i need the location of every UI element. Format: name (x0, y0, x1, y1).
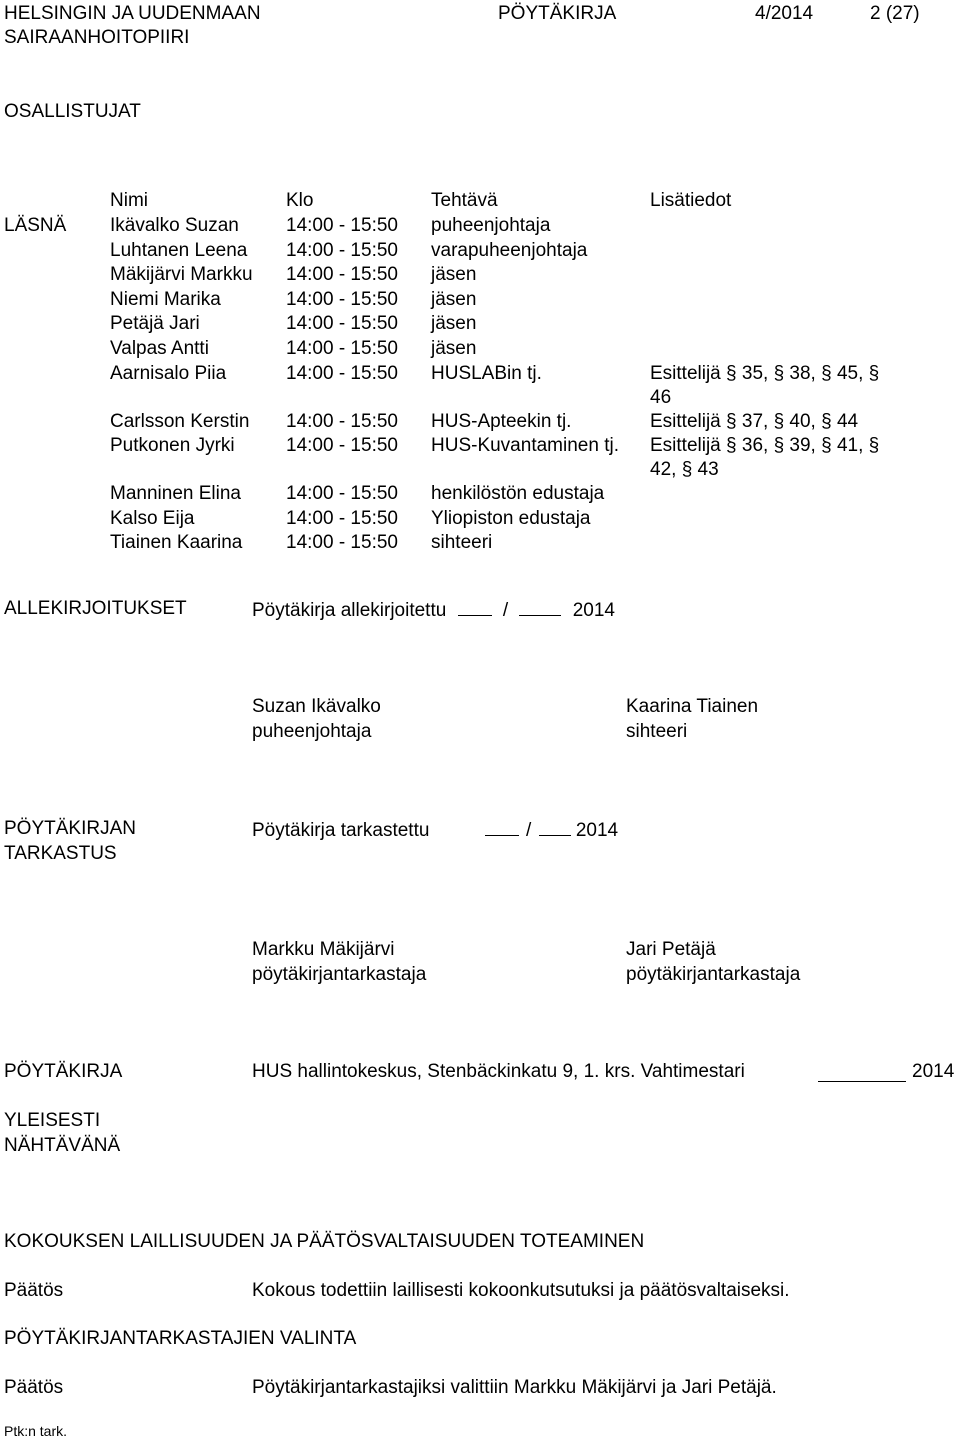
checked-slash: / (525, 820, 532, 841)
reviewer2-name: Jari Petäjä (626, 939, 716, 960)
participant-name: Ikävalko Suzan (110, 215, 239, 236)
participant-notes: Esittelijä § 36, § 39, § 41, § (650, 435, 880, 457)
secretary-role: sihteeri (626, 721, 688, 742)
signed-slash: / (502, 600, 509, 621)
participant-role: varapuheenjohtaja (431, 239, 588, 261)
chair-role: puheenjohtaja (252, 721, 372, 742)
reviewer1-name: Markku Mäkijärvi (252, 939, 395, 960)
participant-time: 14:00 - 15:50 (286, 362, 398, 384)
participant-notes: Esittelijä § 35, § 38, § 45, § (650, 362, 880, 384)
column-header-name: Nimi (110, 190, 148, 211)
column-header-notes: Lisätiedot (650, 190, 732, 211)
signed-text: Pöytäkirja allekirjoitettu (252, 600, 447, 621)
reviewers-decision-label: Päätös (4, 1377, 64, 1398)
participant-time: 14:00 - 15:50 (286, 239, 398, 261)
participant-role: HUS-Kuvantaminen tj. (431, 435, 619, 457)
participant-time: 14:00 - 15:50 (286, 215, 398, 236)
org-name-line1: HELSINGIN JA UUDENMAAN (4, 3, 261, 24)
chair-name: Suzan Ikävalko (252, 696, 381, 717)
participant-name: Petäjä Jari (110, 313, 200, 335)
signatures-heading: ALLEKIRJOITUKSET (4, 598, 187, 619)
participant-role: sihteeri (431, 532, 493, 554)
page-number: 2 (27) (870, 3, 920, 24)
public-location: HUS hallintokeskus, Stenbäckinkatu 9, 1. krs. Vahtimestari (252, 1061, 745, 1082)
public-heading-line3: NÄHTÄVÄNÄ (4, 1135, 121, 1156)
participant-name: Valpas Antti (110, 338, 209, 359)
participant-name: Tiainen Kaarina (110, 532, 243, 554)
legality-decision-label: Päätös (4, 1280, 64, 1301)
participant-time: 14:00 - 15:50 (286, 288, 398, 310)
participant-role: HUS-Apteekin tj. (431, 410, 572, 432)
checked-year: 2014 (575, 820, 619, 841)
review-heading-line1: PÖYTÄKIRJAN (4, 818, 136, 839)
participant-time: 14:00 - 15:50 (286, 532, 398, 554)
reviewer2-role: pöytäkirjantarkastaja (626, 964, 801, 985)
participant-role: HUSLABin tj. (431, 362, 542, 384)
present-label: LÄSNÄ (4, 215, 67, 236)
reviewers-heading: PÖYTÄKIRJANTARKASTAJIEN VALINTA (4, 1328, 357, 1349)
checked-month-blank (539, 817, 571, 836)
checked-text: Pöytäkirja tarkastettu (252, 820, 430, 841)
participant-role: henkilöstön edustaja (431, 483, 605, 505)
participant-name: Niemi Marika (110, 288, 221, 310)
participant-role: jäsen (431, 288, 477, 310)
review-heading-line2: TARKASTUS (4, 843, 117, 864)
public-year: 2014 (912, 1061, 955, 1082)
reviewers-decision-text: Pöytäkirjantarkastajiksi valittiin Markku Mäkijärvi ja Jari Petäjä. (252, 1377, 777, 1398)
participant-name: Kalso Eija (110, 507, 195, 529)
footer-initials-label: Ptk:n tark. (4, 1423, 68, 1439)
participant-time: 14:00 - 15:50 (286, 410, 398, 432)
participant-role: puheenjohtaja (431, 215, 551, 236)
legality-decision-text: Kokous todettiin laillisesti kokoonkutsutuksi ja päätösvaltaiseksi. (252, 1280, 790, 1301)
participant-time: 14:00 - 15:50 (286, 264, 398, 286)
participant-notes-continued: 42, § 43 (650, 459, 719, 481)
participant-time: 14:00 - 15:50 (286, 435, 398, 457)
document-number: 4/2014 (755, 3, 814, 24)
public-date-blank (818, 1061, 906, 1082)
org-name-line2: SAIRAANHOITOPIIRI (4, 27, 190, 48)
participant-name: Carlsson Kerstin (110, 410, 250, 432)
participant-time: 14:00 - 15:50 (286, 313, 398, 335)
participant-role: jäsen (431, 338, 477, 359)
public-heading-line2: YLEISESTI (4, 1110, 101, 1131)
signed-day-blank (458, 597, 492, 616)
participant-time: 14:00 - 15:50 (286, 338, 398, 359)
signed-month-blank (519, 597, 561, 616)
public-heading-line1: PÖYTÄKIRJA (4, 1061, 123, 1082)
participant-name: Manninen Elina (110, 483, 241, 505)
checked-line (252, 817, 618, 843)
participant-time: 14:00 - 15:50 (286, 483, 398, 505)
checked-day-blank (485, 817, 519, 836)
signed-year: 2014 (572, 600, 615, 621)
column-header-time: Klo (286, 190, 314, 211)
signed-line (252, 597, 615, 623)
participant-name: Mäkijärvi Markku (110, 264, 253, 286)
legality-heading: KOKOUKSEN LAILLISUUDEN JA PÄÄTÖSVALTAISUUDEN TOTEAMINEN (4, 1231, 645, 1252)
participant-role: jäsen (431, 313, 477, 335)
participant-name: Aarnisalo Piia (110, 362, 227, 384)
participant-role: Yliopiston edustaja (431, 507, 591, 529)
participant-notes: Esittelijä § 37, § 40, § 44 (650, 410, 859, 432)
reviewer1-role: pöytäkirjantarkastaja (252, 964, 427, 985)
participants-heading: OSALLISTUJAT (4, 101, 141, 122)
participant-name: Putkonen Jyrki (110, 435, 235, 457)
participant-time: 14:00 - 15:50 (286, 507, 398, 529)
participant-role: jäsen (431, 264, 477, 286)
document-type: PÖYTÄKIRJA (498, 3, 617, 24)
column-header-role: Tehtävä (431, 190, 498, 211)
secretary-name: Kaarina Tiainen (626, 696, 759, 717)
participant-notes-continued: 46 (650, 386, 672, 408)
participant-name: Luhtanen Leena (110, 239, 248, 261)
